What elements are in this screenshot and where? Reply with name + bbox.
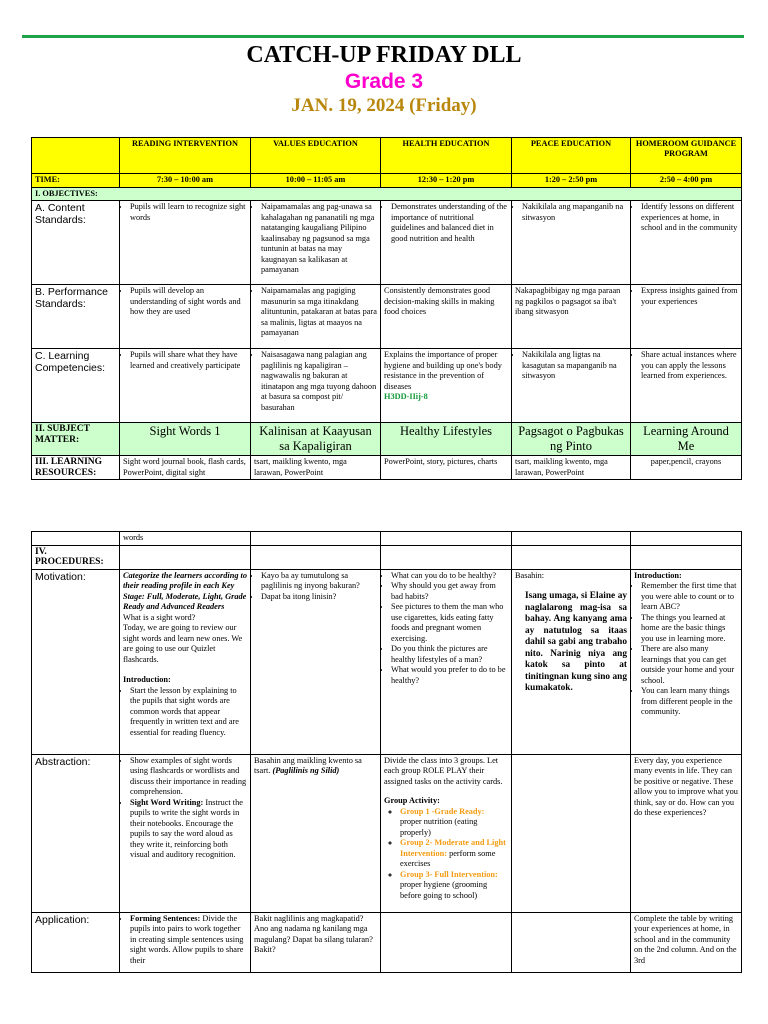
performance-standards-row bbox=[32, 285, 742, 349]
time-row bbox=[32, 174, 742, 188]
content-peace bbox=[512, 201, 631, 285]
read-label: Basahin: bbox=[515, 570, 545, 580]
column-header-row bbox=[32, 138, 742, 174]
story-title: (Paglilinis ng Silid) bbox=[272, 766, 340, 775]
motivation-reading bbox=[120, 569, 251, 754]
procedures-label: IV. PROCEDURES: bbox=[32, 545, 120, 569]
empty-cell bbox=[251, 545, 381, 569]
subject-health: Healthy Lifestyles bbox=[381, 423, 512, 456]
learning-resources-label: III. LEARNING RESOURCES: bbox=[32, 456, 120, 480]
performance-reading bbox=[120, 285, 251, 349]
empty-cell bbox=[631, 545, 742, 569]
list-item: • Why should you get away from bad habits? bbox=[391, 581, 508, 602]
list-item: • Identify lessons on different experiences at home, in school and in the community bbox=[641, 202, 738, 234]
list-item: • Pupils will share what they have learned and creatively participate bbox=[130, 350, 247, 371]
resources-health: PowerPoint, story, pictures, charts bbox=[381, 456, 512, 480]
sight-word-writing-label: Sight Word Writing: bbox=[130, 797, 204, 807]
document-title: CATCH-UP FRIDAY DLL bbox=[246, 42, 522, 68]
group-name: Group 1 -Grade Ready: bbox=[400, 806, 485, 816]
col-header-values: VALUES EDUCATION bbox=[251, 138, 381, 174]
competencies-reading bbox=[120, 349, 251, 423]
list-item: • Show examples of sight words using flashcards or wordlists and discuss their importance in reading comprehension. bbox=[130, 756, 247, 798]
time-peace: 1:20 – 2:50 pm bbox=[512, 174, 631, 188]
col-header-health: HEALTH EDUCATION bbox=[381, 138, 512, 174]
list-item: • The things you learned at home are the basic things you use in learning more. bbox=[641, 613, 738, 645]
subject-values: Kalinisan at Kaayusan sa Kapaligiran bbox=[251, 423, 381, 456]
list-item: • Naipamamalas ang pag-unawa sa kahalagahan ng pananatili ng mga natatanging kaugaliang Pilipino kaalinsabay ng pagsunod sa mga tuntunin at batas na may kaugnayan sa kalikasan at pamayanan bbox=[261, 202, 377, 276]
motivation-text: Today, we are going to review our sight words and learn new ones. We are going to use our Quizlet flashcards. bbox=[123, 623, 243, 664]
application-health bbox=[381, 912, 512, 972]
empty-cell bbox=[251, 532, 381, 546]
motivation-label: Motivation: bbox=[32, 569, 120, 754]
list-item bbox=[400, 807, 508, 839]
competencies-values bbox=[251, 349, 381, 423]
list-item bbox=[400, 870, 508, 902]
abstraction-row bbox=[32, 754, 742, 912]
competency-code: H3DD-IIij-8 bbox=[384, 392, 428, 401]
learning-resources-row bbox=[32, 456, 742, 480]
list-item: • Nakikilala ang mapanganib na sitwasyon bbox=[522, 202, 627, 223]
subject-homeroom: Learning Around Me bbox=[631, 423, 742, 456]
competencies-health bbox=[381, 349, 512, 423]
col-header-homeroom: HOMEROOM GUIDANCE PROGRAM bbox=[631, 138, 742, 174]
list-item: • Dapat ba itong linisin? bbox=[261, 592, 377, 603]
col-header-reading: READING INTERVENTION bbox=[120, 138, 251, 174]
content-standards-row bbox=[32, 201, 742, 285]
forming-sentences-text: Divide the pupils into pairs to work together in creating simple sentences using sight words. Allow pupils to share their bbox=[130, 913, 244, 965]
abstraction-homeroom: Every day, you experience many events in life. They can be positive or negative. These allow you to improve what you think, say or do. How can you do these experiences? bbox=[631, 754, 742, 912]
content-homeroom bbox=[631, 201, 742, 285]
application-values: Bakit naglilinis ang magkapatid? Ano ang nadama ng kanilang mga magulang? Dapat ba silang tularan? Bakit? bbox=[251, 912, 381, 972]
resources-reading: Sight word journal book, flash cards, PowerPoint, digital sight bbox=[120, 456, 251, 480]
competencies-peace bbox=[512, 349, 631, 423]
time-reading: 7:30 – 10:00 am bbox=[120, 174, 251, 188]
list-item: • See pictures to them the man who use cigarettes, kids eating fatty foods and pregnant women exercising. bbox=[391, 602, 508, 644]
application-label: Application: bbox=[32, 912, 120, 972]
time-health: 12:30 – 1:20 pm bbox=[381, 174, 512, 188]
time-homeroom: 2:50 – 4:00 pm bbox=[631, 174, 742, 188]
list-item: • Pupils will learn to recognize sight words bbox=[130, 202, 247, 223]
group-name: Group 2- Moderate and Light Intervention: bbox=[400, 838, 506, 858]
content-health bbox=[381, 201, 512, 285]
performance-health: Consistently demonstrates good decision-making skills in making food choices bbox=[381, 285, 512, 349]
peace-story: Isang umaga, si Elaine ay naglalarong mag-isa sa bahay. Ang kanyang ama ay natutulog sa itaas dahil sa gabi ang trabaho nito. Narinig niya ang katok sa pinto at tinitingnan kung sino ang kumakatok. bbox=[525, 591, 627, 693]
performance-values bbox=[251, 285, 381, 349]
list-item: • Do you think the pictures are healthy lifestyles of a man? bbox=[391, 644, 508, 665]
list-item: • You can learn many things from different people in the community. bbox=[641, 686, 738, 718]
empty-cell bbox=[32, 532, 120, 546]
list-item: • Kayo ba ay tumutulong sa paglilinis ng inyong bakuran? bbox=[261, 571, 377, 592]
list-item: • Naipamamalas ang pagiging masunurin sa mga itinakdang alituntunin, patakaran at batas para sa malinis, ligtas at maayos na pamayanan bbox=[261, 286, 377, 339]
abstraction-reading bbox=[120, 754, 251, 912]
empty-cell bbox=[381, 532, 512, 546]
performance-standards-label: B. Performance Standards: bbox=[32, 285, 120, 349]
abstraction-label: Abstraction: bbox=[32, 754, 120, 912]
list-item: • Share actual instances where you can apply the lessons learned from experiences. bbox=[641, 350, 738, 382]
sight-word-writing-text: Instruct the pupils to write the sight words in their notebooks. Encourage the pupils to say the word aloud as they write it, reinforcing both visual and auditory recognition. bbox=[130, 797, 243, 859]
list-item bbox=[400, 838, 508, 870]
dll-table-bottom bbox=[31, 531, 742, 973]
empty-cell bbox=[120, 545, 251, 569]
list-item: • What would you prefer to do to be healthy? bbox=[391, 665, 508, 686]
content-standards-label: A. Content Standards: bbox=[32, 201, 120, 285]
list-item: • Demonstrates understanding of the importance of nutritional guidelines and balanced diet in good nutrition and health bbox=[391, 202, 508, 244]
list-item: • Remember the first time that you were able to count or to learn ABC? bbox=[641, 581, 738, 613]
performance-peace: Nakapagbibigay ng mga paraan ng pagkilos o pagsagot sa iba't ibang sitwasyon bbox=[512, 285, 631, 349]
resources-peace: tsart, maikling kwento, mga larawan, PowerPoint bbox=[512, 456, 631, 480]
forming-sentences-label: Forming Sentences: bbox=[130, 913, 201, 923]
competencies-row bbox=[32, 349, 742, 423]
content-reading bbox=[120, 201, 251, 285]
empty-cell bbox=[381, 545, 512, 569]
motivation-peace bbox=[512, 569, 631, 754]
homeroom-intro-label: Introduction: bbox=[634, 570, 682, 580]
motivation-health bbox=[381, 569, 512, 754]
list-item: • Naisasagawa nang palagian ang paglilinis ng kapaligiran – nagwawalis ng bakuran at itinatapon ang mga tuyong dahoon at basura sa compost pit/ basurahan bbox=[261, 350, 377, 413]
list-item: • There are also many learnings that you can get outside your home and your school. bbox=[641, 644, 738, 686]
content-values bbox=[251, 201, 381, 285]
corner-cell bbox=[32, 138, 120, 174]
grade-label: Grade 3 bbox=[344, 70, 424, 93]
resources-reading-continued: words bbox=[120, 532, 251, 546]
application-peace bbox=[512, 912, 631, 972]
resources-values: tsart, maikling kwento, mga larawan, PowerPoint bbox=[251, 456, 381, 480]
abstraction-peace bbox=[512, 754, 631, 912]
empty-cell bbox=[512, 532, 631, 546]
list-item: • Express insights gained from your experiences bbox=[641, 286, 738, 307]
categorize-instruction: Categorize the learners according to their reading profile in each Key Stage: Full, Moderate, Light, Grade Ready and Advanced Readers bbox=[123, 570, 247, 611]
empty-cell bbox=[631, 532, 742, 546]
group-name: Group 3- Full Intervention: bbox=[400, 869, 498, 879]
motivation-values bbox=[251, 569, 381, 754]
empty-cell bbox=[512, 545, 631, 569]
group-instruction: Divide the class into 3 groups. Let each group ROLE PLAY their assigned tasks on the activity cards. bbox=[384, 755, 503, 786]
application-row bbox=[32, 912, 742, 972]
subject-matter-label: II. SUBJECT MATTER: bbox=[32, 423, 120, 456]
motivation-row bbox=[32, 569, 742, 754]
group-task: proper nutrition (eating properly) bbox=[400, 817, 478, 837]
abstraction-values-text: Basahin ang maikling kwento sa tsart. bbox=[254, 755, 362, 775]
abstraction-health bbox=[381, 754, 512, 912]
application-homeroom: Complete the table by writing your experiences at home, in school and in the community on the 2nd column. And on the 3rd bbox=[631, 912, 742, 972]
time-values: 10:00 – 11:05 am bbox=[251, 174, 381, 188]
subject-matter-row bbox=[32, 423, 742, 456]
list-item: • Pupils will develop an understanding of sight words and how they are used bbox=[130, 286, 247, 318]
list-item bbox=[130, 914, 247, 967]
procedures-heading-row bbox=[32, 545, 742, 569]
abstraction-values bbox=[251, 754, 381, 912]
group-task: proper hygiene (grooming before going to school) bbox=[400, 880, 488, 900]
subject-peace: Pagsagot o Pagbukas ng Pinto bbox=[512, 423, 631, 456]
dll-table-top bbox=[31, 137, 742, 480]
objectives-heading: I. OBJECTIVES: bbox=[32, 187, 742, 201]
header-rule bbox=[22, 35, 744, 38]
motivation-homeroom bbox=[631, 569, 742, 754]
time-label: TIME: bbox=[32, 174, 120, 188]
date-label: JAN. 19, 2024 (Friday) bbox=[291, 95, 477, 116]
resources-continued-row bbox=[32, 532, 742, 546]
competencies-label: C. Learning Competencies: bbox=[32, 349, 120, 423]
list-item: • Start the lesson by explaining to the pupils that sight words are common words that appear frequently in written text and are essential for reading fluency. bbox=[130, 686, 247, 739]
subject-reading: Sight Words 1 bbox=[120, 423, 251, 456]
group-activity-label: Group Activity: bbox=[384, 796, 440, 805]
col-header-peace: PEACE EDUCATION bbox=[512, 138, 631, 174]
resources-homeroom: paper,pencil, crayons bbox=[631, 456, 742, 480]
sight-word-question: What is a sight word? bbox=[123, 612, 196, 622]
performance-homeroom bbox=[631, 285, 742, 349]
list-item bbox=[130, 798, 247, 861]
competencies-homeroom bbox=[631, 349, 742, 423]
objectives-heading-row bbox=[32, 187, 742, 201]
group-task: perform some exercises bbox=[400, 848, 496, 868]
introduction-label: Introduction: bbox=[123, 675, 171, 684]
list-item: • Nakikilala ang ligtas na kasagutan sa mapanganib na sitwasyon bbox=[522, 350, 627, 382]
application-reading bbox=[120, 912, 251, 972]
list-item: • What can you do to be healthy? bbox=[391, 571, 508, 582]
competency-text: Explains the importance of proper hygiene and building up one's body resistance in the prevention of diseases bbox=[384, 350, 502, 391]
